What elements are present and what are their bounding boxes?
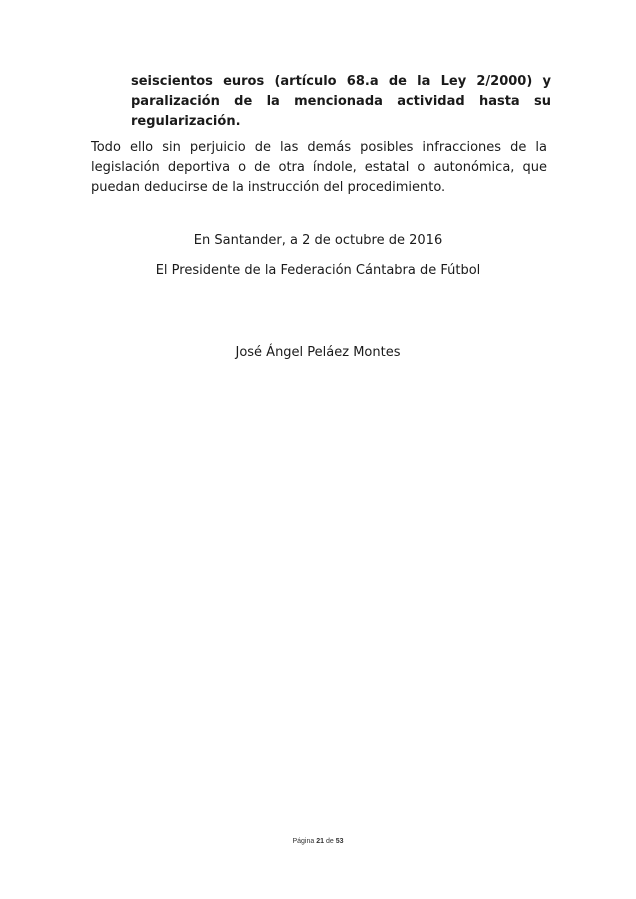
page-label: Página: [292, 838, 315, 845]
signer-role: El Presidente de la Federación Cántabra de Fútbol: [155, 263, 481, 278]
resolution-bold-paragraph: seiscientos euros (artículo 68.a de la Ley 2/2000) y paralización de la mencionada actividad hasta su regularización.: [131, 74, 551, 129]
signer-name: José Ángel Peláez Montes: [235, 345, 401, 360]
page-footer: [0, 837, 636, 847]
of-label: de: [325, 838, 334, 845]
place-date: En Santander, a 2 de octubre de 2016: [193, 233, 443, 248]
page-number: 21: [316, 838, 325, 845]
body-paragraph: Todo ello sin perjuicio de las demás posibles infracciones de la legislación deportiva o de otra índole, estatal o autonómica, que puedan deducirse de la instrucción del procedimiento.: [91, 140, 547, 195]
total-pages: 53: [335, 838, 344, 845]
